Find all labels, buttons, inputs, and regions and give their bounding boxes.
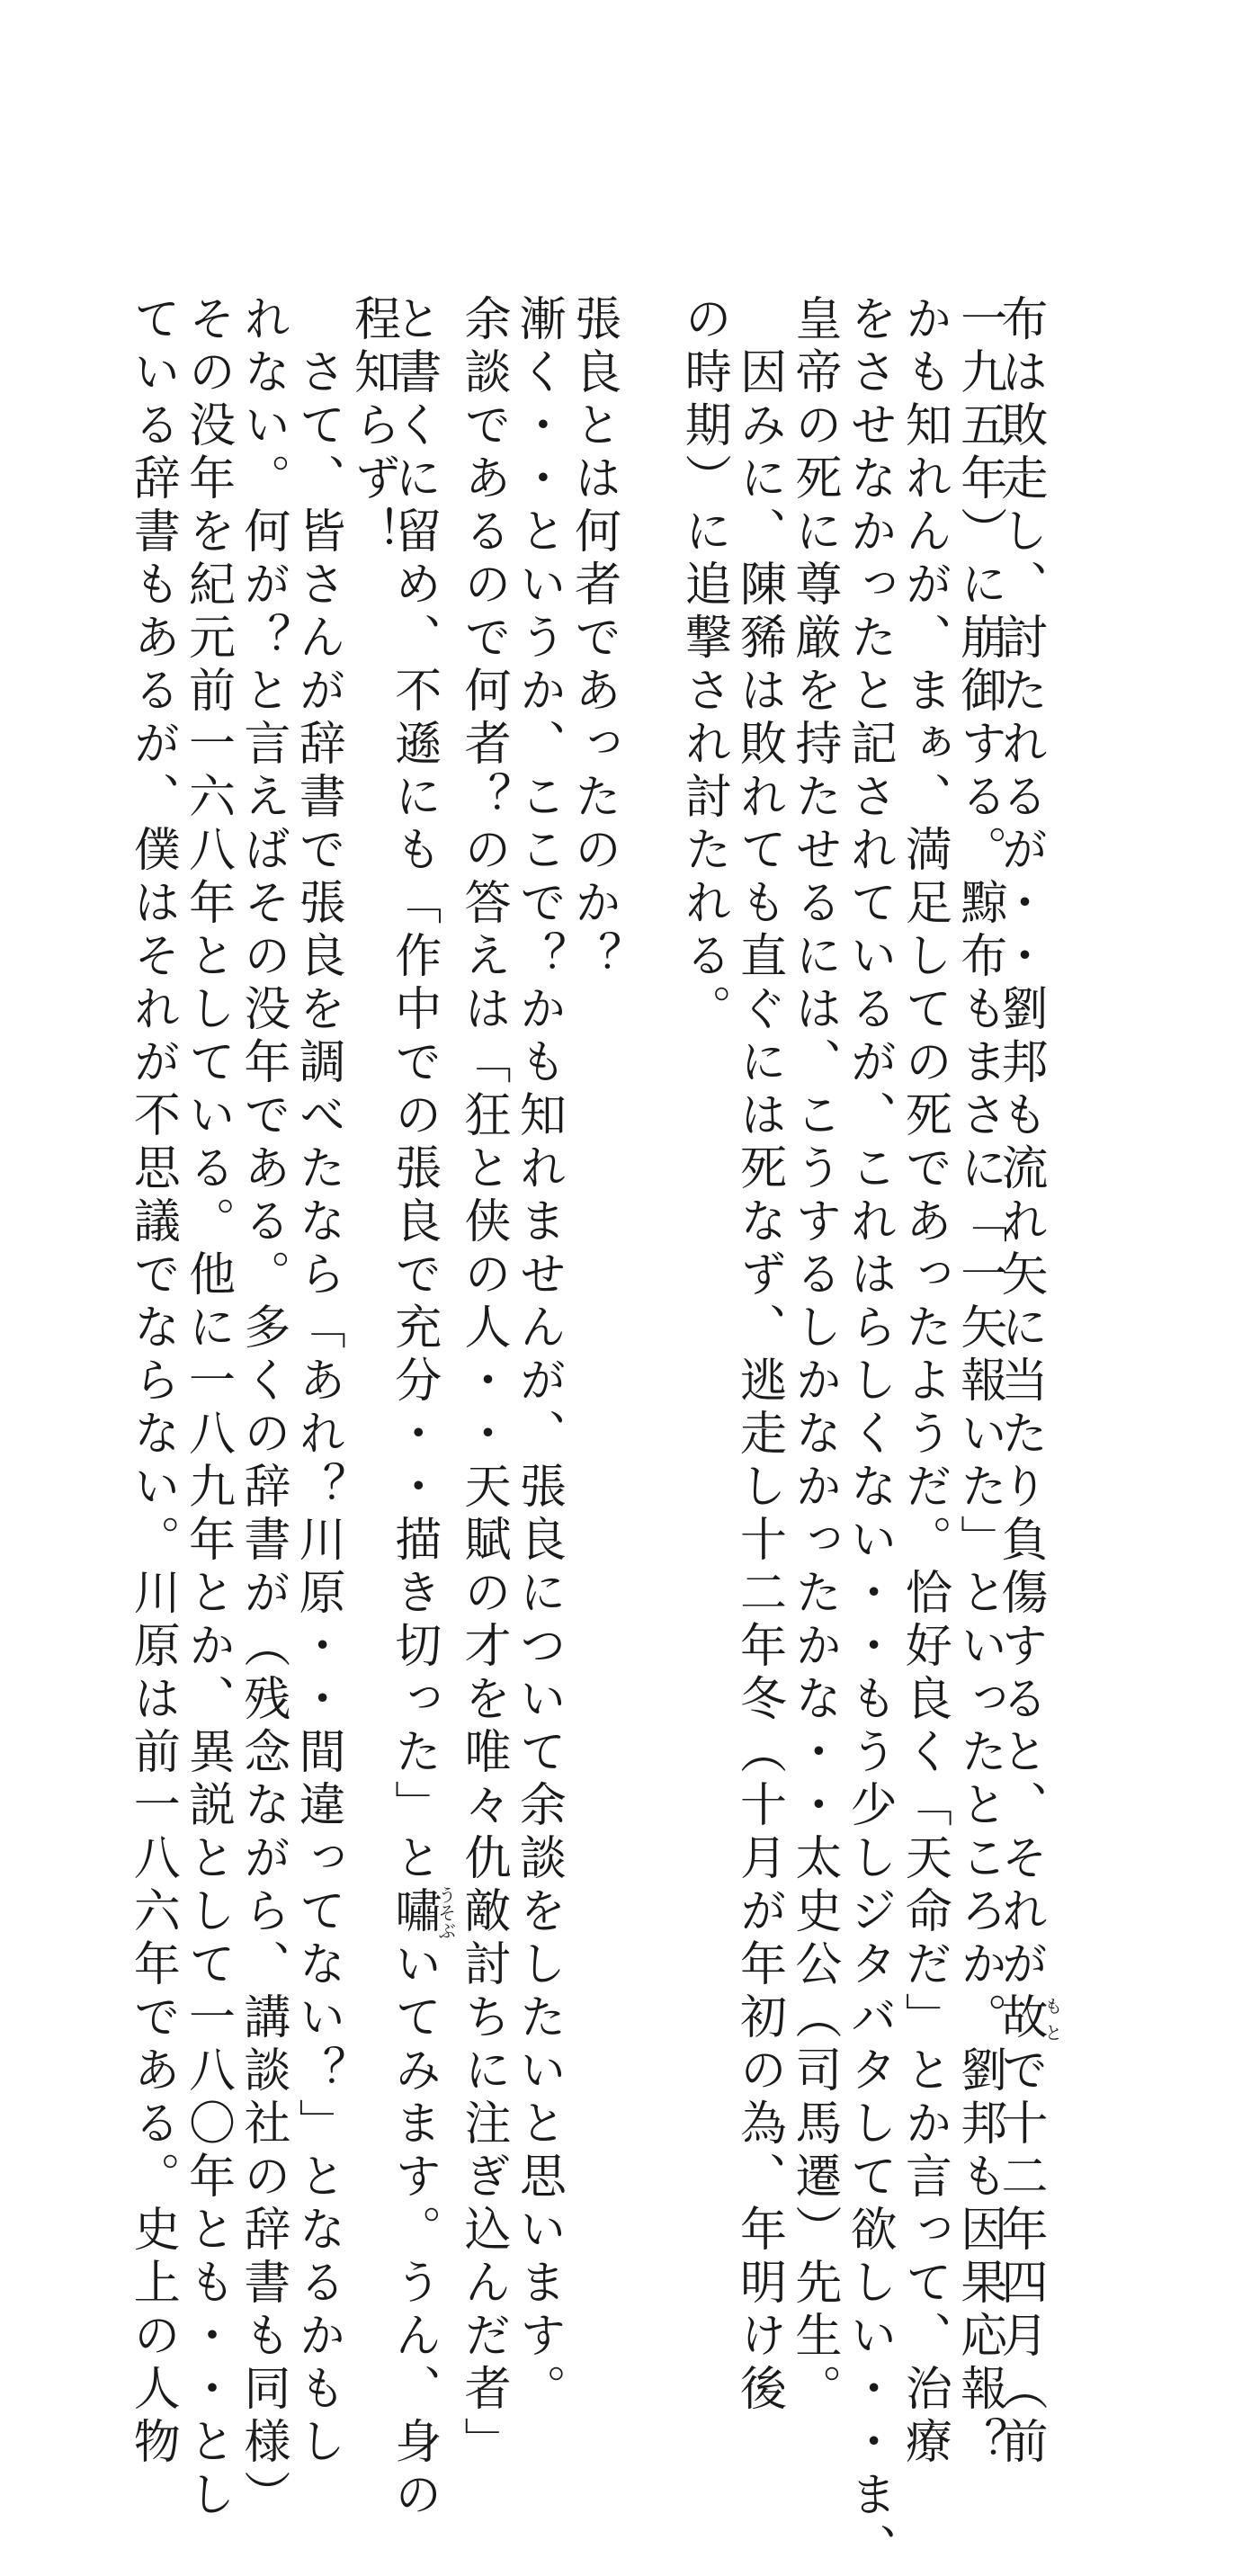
text-column: 程知らず！ xyxy=(345,294,400,559)
text-column xyxy=(993,294,1063,2470)
text-segment: で十二年四月（前 xyxy=(993,2045,1047,2470)
blank-line xyxy=(621,294,675,1697)
vertical-text-body xyxy=(124,294,1063,2576)
text-column: その没年を紀元前一六八年としている。他に一八九年とか、異説として一八〇年とも・・とし xyxy=(180,294,235,2523)
text-column: 一九五年）に崩御する。黥布もまさに「一矢報いた」といったところか。劉邦も因果応報？ xyxy=(952,294,1006,2470)
text-column xyxy=(386,294,457,2523)
ruby-base: 故 xyxy=(993,1992,1047,2045)
section-heading: 張良とは何者であったのか？ xyxy=(566,294,621,984)
text-segment: いてみます。うん、身の xyxy=(386,1939,441,2523)
text-column: れない。何が？と言えばその没年である。多くの辞書が（残念ながら、講談社の辞書も同様） xyxy=(235,294,290,2523)
text-column: 皇帝の死に尊厳を持たせるには、こうするしかなかったかな・・太史公（司馬遷）先生。 xyxy=(786,294,841,2417)
text-column: かも知れんが、まぁ、満足しての死であったようだ。恰好良く「天命だ」とか言って、治療 xyxy=(897,294,952,2470)
text-column: さて、皆さんが辞書で張良を調べたなら「あれ？川原・・間違ってない？」となるかもし xyxy=(290,294,345,2470)
text-column: をさせなかったと記されているが、これはらしくない・・もう少しジタバタして欲しい・・ま、 xyxy=(842,294,897,2576)
text-column: ている辞書もあるが、僕はそれが不思議でならない。川原は前一八六年である。史上の人物 xyxy=(125,294,180,2470)
text-column: 余談であるので何者？の答えは「狂と侠の人・・天賦の才を唯々仇敵討ちに注ぎ込んだ者」 xyxy=(456,294,511,2470)
ruby-annotation xyxy=(993,1992,1063,2045)
text-segment: と書くに留め、不遜にも「作中での張良で充分・・描き切った」と xyxy=(386,294,441,1886)
text-segment: 布は敗走し、討たれるが・・劉邦も流れ矢に当たり負傷すると、それが xyxy=(993,294,1047,1992)
text-column: 因みに、陳豨は敗れても直ぐには死なず、逃走し十二年冬（十月が年初の為、年明け後 xyxy=(731,294,786,2417)
text-column: の時期）に追撃され討たれる。 xyxy=(676,294,731,1037)
text-column: 漸く・・というか、ここで？かも知れませんが、張良について余談をしたいと思います。 xyxy=(511,294,566,2417)
ruby-text: もと xyxy=(1041,1992,1063,2045)
ruby-text: うそぶ xyxy=(434,1885,457,1940)
ruby-base: 嘯 xyxy=(386,1885,441,1940)
ruby-annotation xyxy=(386,1885,457,1940)
